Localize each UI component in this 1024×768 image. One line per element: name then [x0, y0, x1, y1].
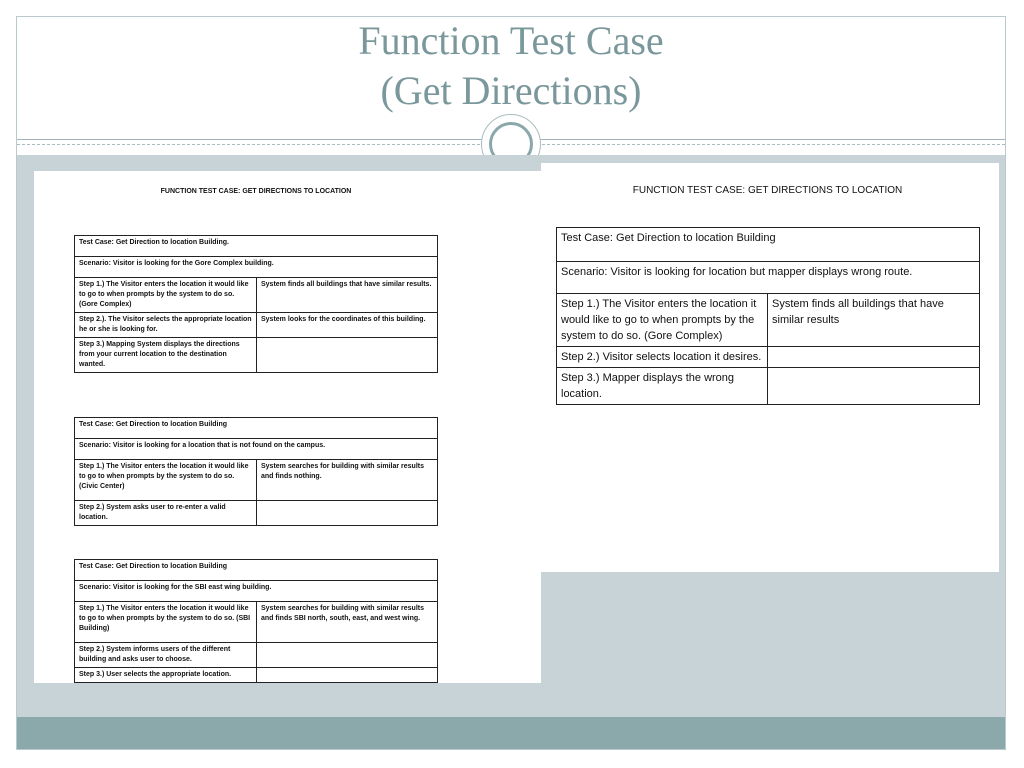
- scenario-cell: Scenario: Visitor is looking for the SBI east wing building.: [75, 581, 438, 602]
- result-cell: [257, 668, 438, 683]
- left-test-table-3: [74, 559, 438, 683]
- footer-band: [17, 717, 1005, 749]
- step-cell: Step 1.) The Visitor enters the location it would like to go to when prompts by the system to do so. (Gore Complex): [557, 294, 768, 347]
- result-cell: [768, 347, 980, 368]
- slide-title-line2: (Get Directions): [380, 68, 642, 113]
- result-cell: [257, 643, 438, 668]
- slide-title: [16, 16, 1006, 116]
- result-cell: System finds all buildings that have similar results.: [257, 278, 438, 313]
- result-cell: System searches for building with similar results and finds SBI north, south, east, and west wing.: [257, 602, 438, 643]
- result-cell: [768, 368, 980, 405]
- result-cell: [257, 501, 438, 526]
- right-document-heading: FUNCTION TEST CASE: GET DIRECTIONS TO LOCATION: [632, 185, 903, 196]
- step-cell: Step 2.). The Visitor selects the appropriate location he or she is looking for.: [75, 313, 257, 338]
- test-case-cell: Test Case: Get Direction to location Building: [75, 418, 438, 439]
- test-case-cell: Test Case: Get Direction to location Building: [75, 560, 438, 581]
- result-cell: System looks for the coordinates of this building.: [257, 313, 438, 338]
- right-test-table: [556, 227, 980, 405]
- test-case-cell: Test Case: Get Direction to location Building.: [75, 236, 438, 257]
- step-cell: Step 1.) The Visitor enters the location it would like to go to when prompts by the system to do so. (SBI Building): [75, 602, 257, 643]
- scenario-cell: Scenario: Visitor is looking for a location that is not found on the campus.: [75, 439, 438, 460]
- step-cell: Step 2.) Visitor selects location it desires.: [557, 347, 768, 368]
- step-cell: Step 1.) The Visitor enters the location it would like to go to when prompts by the system to do so. (Gore Complex): [75, 278, 257, 313]
- step-cell: Step 3.) Mapper displays the wrong location.: [557, 368, 768, 405]
- step-cell: Step 2.) System informs users of the different building and asks user to choose.: [75, 643, 257, 668]
- step-cell: Step 3.) Mapping System displays the directions from your current location to the destination wanted.: [75, 338, 257, 373]
- left-document-heading: FUNCTION TEST CASE: GET DIRECTIONS TO LOCATION: [160, 188, 352, 195]
- left-test-table-2: [74, 417, 438, 526]
- left-test-table-1: [74, 235, 438, 373]
- step-cell: Step 3.) User selects the appropriate location.: [75, 668, 257, 683]
- test-case-cell: Test Case: Get Direction to location Building: [557, 228, 980, 262]
- result-cell: System searches for building with similar results and finds nothing.: [257, 460, 438, 501]
- result-cell: [257, 338, 438, 373]
- scenario-cell: Scenario: Visitor is looking for location but mapper displays wrong route.: [557, 262, 980, 294]
- step-cell: Step 1.) The Visitor enters the location it would like to go to when prompts by the system to do so. (Civic Center): [75, 460, 257, 501]
- scenario-cell: Scenario: Visitor is looking for the Gore Complex building.: [75, 257, 438, 278]
- slide-title-line1: Function Test Case: [358, 18, 664, 63]
- result-cell: System finds all buildings that have similar results: [768, 294, 980, 347]
- step-cell: Step 2.) System asks user to re-enter a valid location.: [75, 501, 257, 526]
